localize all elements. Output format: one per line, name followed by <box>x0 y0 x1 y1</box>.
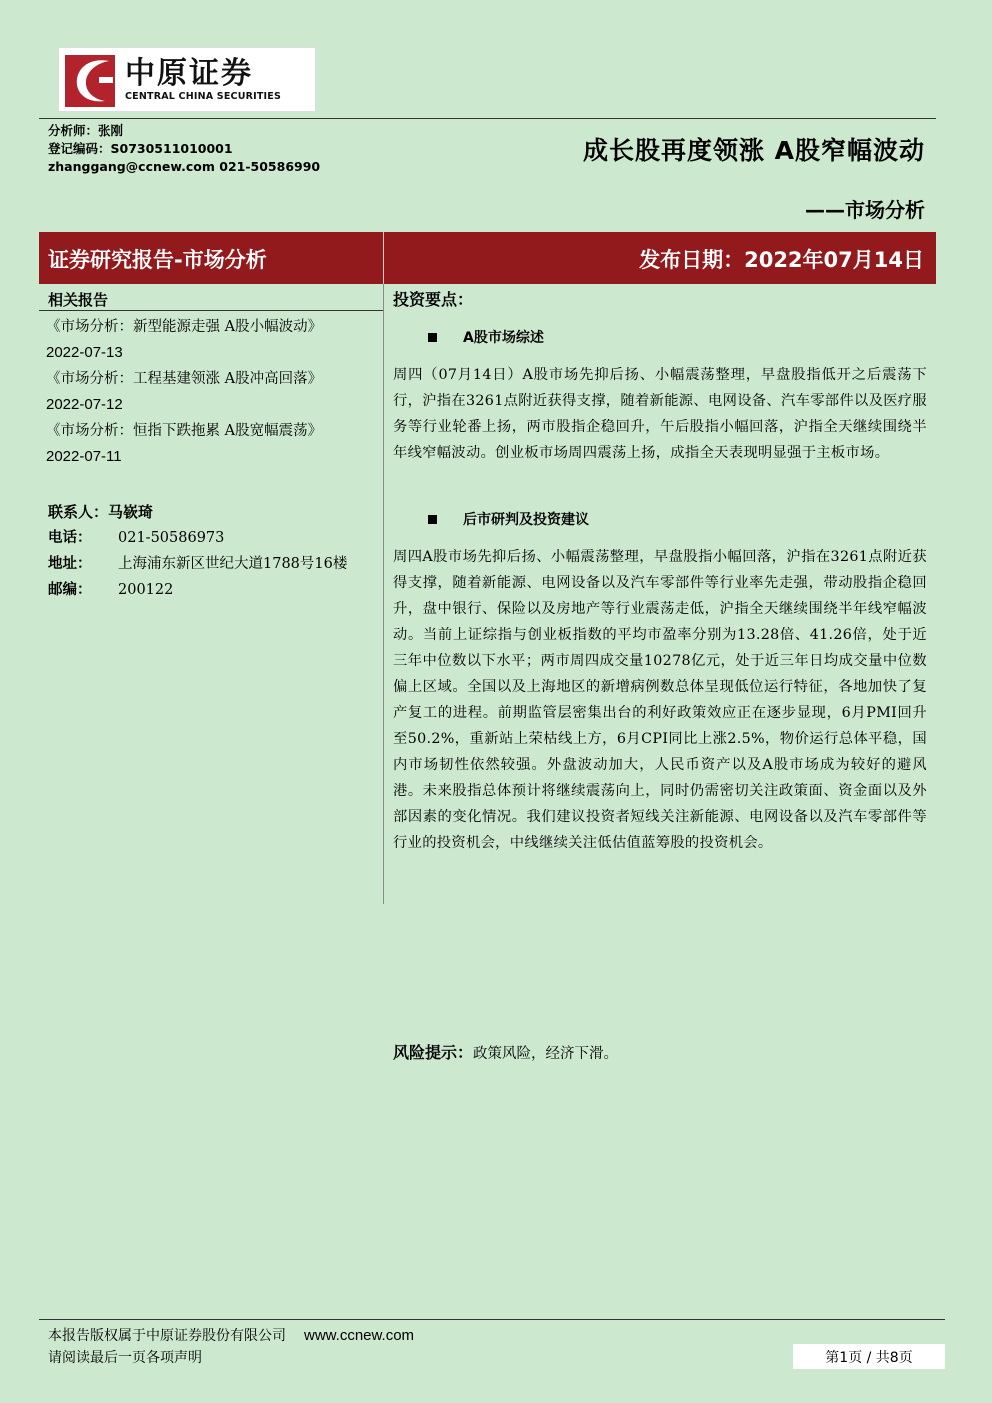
market-review-paragraph: 周四（07月14日）A股市场先抑后扬、小幅震荡整理，早盘股指低开之后震荡下行，沪指在3261点附近获得支撑，随着新能源、电网设备、汽车零部件以及医疗服务等行业轮番上扬，两市股指企稳回升，午后股指小幅回落，沪指全天继续围绕半年线窄幅波动。创业板市场周四震荡上扬，成指全天表现明显强于主板市场。 <box>393 367 927 461</box>
analyst-contact: zhanggang@ccnew.com 021-50586990 <box>48 159 321 174</box>
column-divider <box>383 284 384 904</box>
related-report-title[interactable]: 《市场分析：新型能源走强 A股小幅波动》 <box>46 319 323 335</box>
contact-address-row <box>48 551 378 577</box>
section-heading-text: A股市场综述 <box>463 330 544 346</box>
related-report-title[interactable]: 《市场分析：恒指下跌拖累 A股宽幅震荡》 <box>46 423 323 439</box>
header-rule <box>39 118 936 119</box>
copyright-text: 本报告版权属于中原证券股份有限公司 <box>48 1328 286 1344</box>
company-logo <box>58 47 316 112</box>
square-bullet-icon <box>428 333 437 342</box>
related-reports-list <box>46 314 376 470</box>
logo-english-text: CENTRAL CHINA SECURITIES <box>125 91 282 102</box>
analyst-name: 分析师：张刚 <box>48 123 124 138</box>
square-bullet-icon <box>428 515 437 524</box>
risk-text: 政策风险，经济下滑。 <box>473 1046 619 1062</box>
section-heading-market-review <box>428 327 544 347</box>
address-value: 上海浦东新区世纪大道1788号16楼 <box>118 556 348 572</box>
logo-mark-icon <box>59 47 121 112</box>
postcode-value: 200122 <box>118 582 174 598</box>
investment-highlights-heading: 投资要点： <box>393 290 474 309</box>
analyst-registration: 登记编码：S0730511010001 <box>48 141 233 156</box>
banner-divider <box>383 232 384 284</box>
risk-warning <box>393 1040 618 1063</box>
analyst-info <box>48 122 320 176</box>
report-title: 成长股再度领涨 A股窄幅波动 <box>582 136 925 165</box>
related-report-title[interactable]: 《市场分析：工程基建领涨 A股冲高回落》 <box>46 371 323 387</box>
contact-postcode-row <box>48 577 378 603</box>
related-report-date: 2022-07-11 <box>46 448 122 465</box>
disclaimer-notice: 请阅读最后一页各项声明 <box>48 1350 202 1366</box>
address-label: 地址： <box>48 556 92 572</box>
phone-value: 021-50586973 <box>118 530 225 546</box>
postcode-label: 邮编： <box>48 582 92 598</box>
risk-label: 风险提示： <box>393 1043 474 1062</box>
footer-copyright-line <box>48 1325 414 1345</box>
publish-date: 发布日期：2022年07月14日 <box>639 248 924 272</box>
logo-chinese-text: 中原证券 <box>125 56 253 91</box>
related-report-date: 2022-07-12 <box>46 396 123 413</box>
page-number: 第1页 / 共8页 <box>793 1344 945 1369</box>
related-reports-heading: 相关报告 <box>48 291 109 309</box>
contact-phone-row <box>48 525 378 551</box>
section-heading-text: 后市研判及投资建议 <box>463 512 589 528</box>
website-link[interactable]: www.ccnew.com <box>304 1327 415 1344</box>
contact-person: 联系人：马嵚琦 <box>48 503 154 521</box>
outlook-paragraph: 周四A股市场先抑后扬、小幅震荡整理，早盘股指小幅回落，沪指在3261点附近获得支撑，随着新能源、电网设备以及汽车零部件等行业率先走强，带动股指企稳回升，盘中银行、保险以及房地产等行业震荡走低，沪指全天继续围绕半年线窄幅波动。当前上证综指与创业板指数的平均市盈率分别为13.28倍、41.26倍，处于近三年中位数以下水平；两市周四成交量10278亿元，处于近三年日均成交量中位数偏上区域。全国以及上海地区的新增病例数总体呈现低位运行特征，各地加快了复产复工的进程。前期监管层密集出台的利好政策效应正在逐步显现，6月PMI回升至50.2%，重新站上荣枯线上方，6月CPI同比上涨2.5%，物价运行总体平稳，国内市场韧性依然较强。外盘波动加大，人民币资产以及A股市场成为较好的避风港。未来股指总体预计将继续震荡向上，同时仍需密切关注政策面、资金面以及外部因素的变化情况。我们建议投资者短线关注新能源、电网设备以及汽车零部件等行业的投资机会，中线继续关注低估值蓝筹股的投资机会。 <box>393 549 927 851</box>
sidebar-rule <box>39 310 383 311</box>
related-report-date: 2022-07-13 <box>46 344 123 361</box>
report-subtitle: ——市场分析 <box>805 198 925 222</box>
phone-label: 电话： <box>48 530 92 546</box>
report-category: 证券研究报告-市场分析 <box>48 248 267 272</box>
section-heading-outlook <box>428 509 589 529</box>
footer-rule <box>39 1319 945 1320</box>
contact-block <box>48 499 378 603</box>
